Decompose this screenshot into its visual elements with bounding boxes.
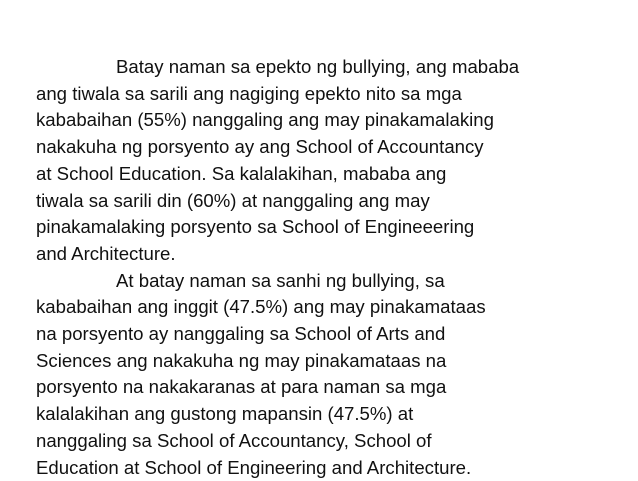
text-line: porsyento na nakakaranas at para naman sa mga (36, 376, 447, 398)
text-line: pinakamalaking porsyento sa School of Engineeering (36, 216, 475, 238)
paragraph-causes (36, 268, 616, 481)
text-line: kababaihan ang inggit (47.5%) ang may pinakamataas (36, 296, 486, 318)
text-line: nanggaling sa School of Accountancy, School of (36, 429, 432, 451)
paragraph-effects (36, 54, 616, 268)
text-line: at School Education. Sa kalalakihan, mababa ang (36, 162, 447, 184)
text-line: kalalakihan ang gustong mapansin (47.5%) at (36, 403, 414, 425)
text-line: tiwala sa sarili din (60%) at nanggaling ang may (36, 189, 430, 211)
text-line: ang tiwala sa sarili ang nagiging epekto nito sa mga (36, 82, 462, 104)
text-line: and Architecture. (36, 242, 176, 264)
body-text (36, 54, 616, 481)
text-line: nakakuha ng porsyento ay ang School of Accountancy (36, 136, 484, 158)
text-line: na porsyento ay nanggaling sa School of Arts and (36, 323, 446, 345)
text-line: At batay naman sa sanhi ng bullying, sa (116, 269, 445, 291)
text-line: Sciences ang nakakuha ng may pinakamataas na (36, 349, 447, 371)
text-line: kababaihan (55%) nanggaling ang may pinakamalaking (36, 109, 494, 131)
text-line: Batay naman sa epekto ng bullying, ang mababa (116, 56, 520, 77)
text-line: Education at School of Engineering and Architecture. (36, 456, 472, 478)
